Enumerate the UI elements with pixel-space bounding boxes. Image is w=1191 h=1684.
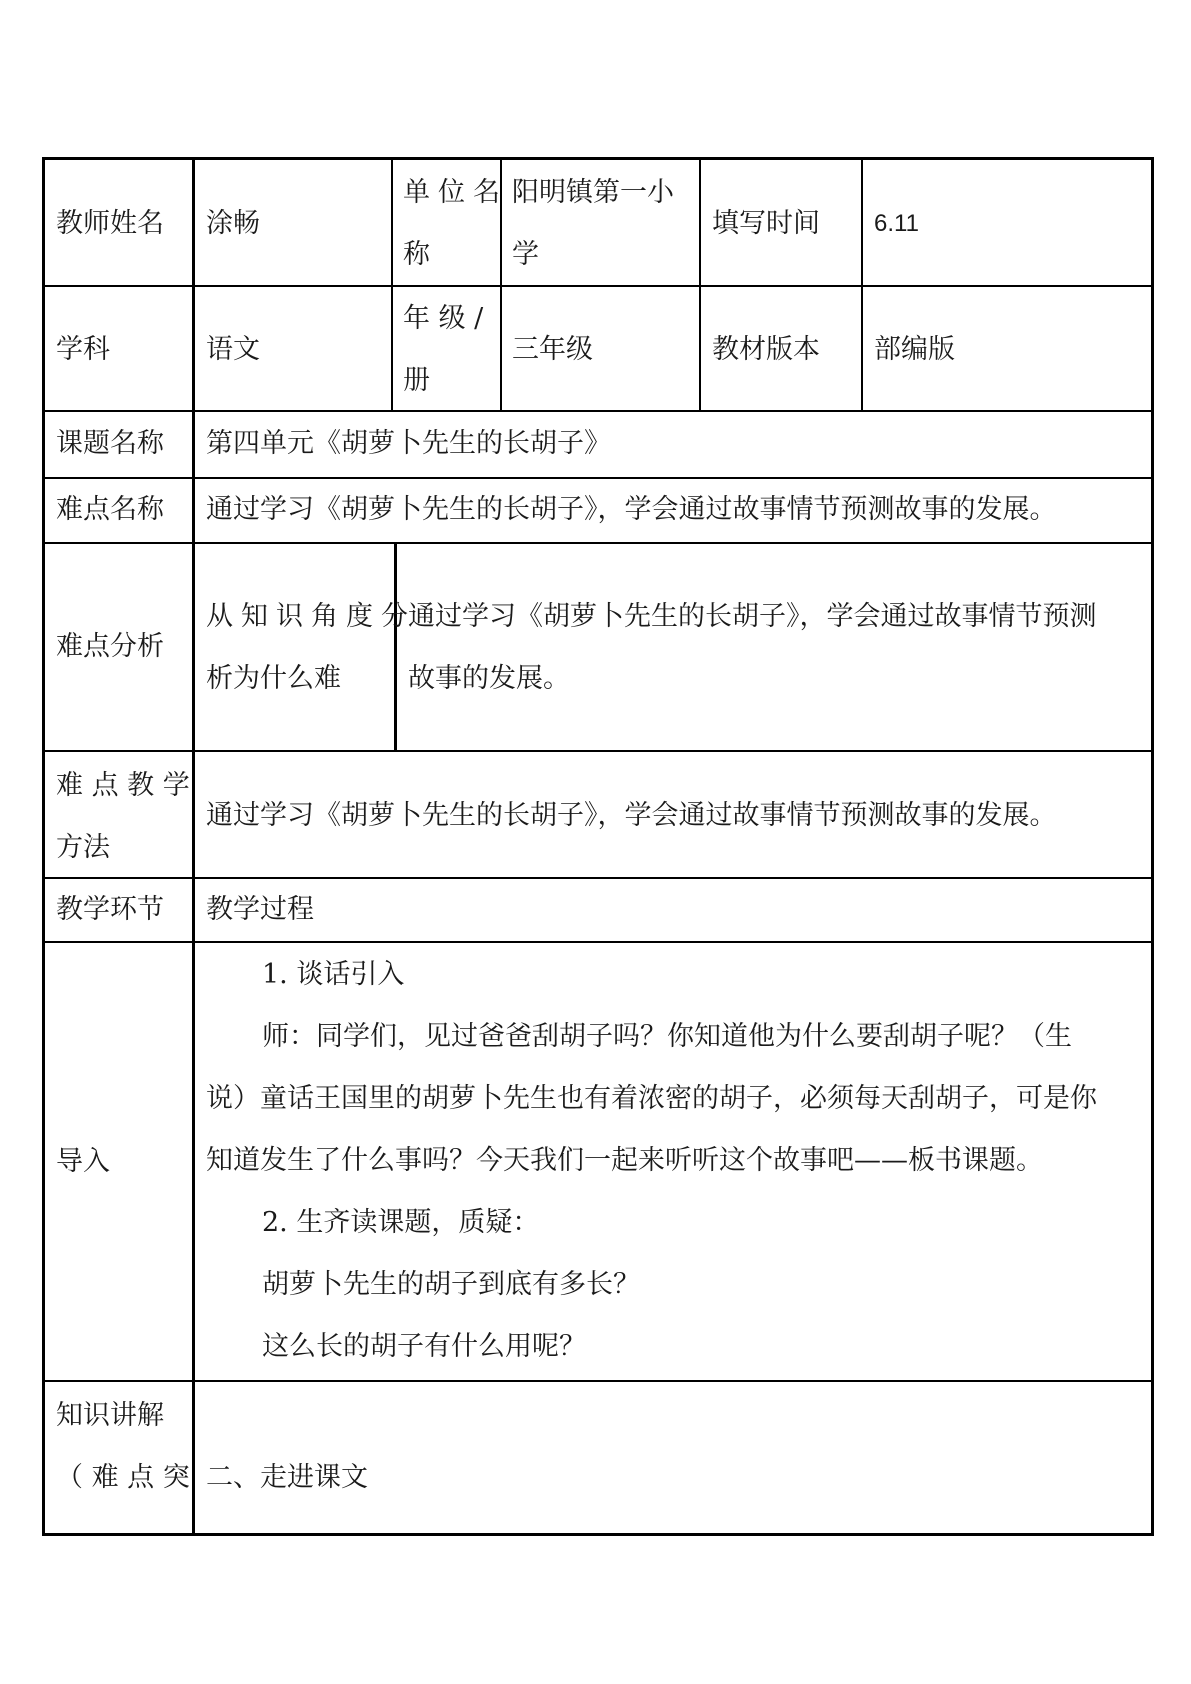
difficulty-name-value: 通过学习《胡萝卜先生的长胡子》，学会通过故事情节预测故事的发展。 (206, 494, 1057, 525)
intro-line: 说）童话王国里的胡萝卜先生也有着浓密的胡子，必须每天刮胡子，可是你 (206, 1083, 1097, 1114)
topic-value: 第四单元《胡萝卜先生的长胡子》 (206, 428, 611, 459)
knowledge-angle-label-line2: 析为什么难 (206, 663, 341, 694)
topic-label: 课题名称 (56, 428, 164, 459)
knowledge-explain-label-line1: 知识讲解 (56, 1400, 164, 1431)
unit-name-label-line1: 单位名 (403, 177, 508, 208)
intro-label: 导入 (56, 1146, 110, 1177)
table-rule (42, 157, 45, 1536)
subject-value: 语文 (206, 334, 260, 365)
section-heading: 二、走进课文 (206, 1462, 368, 1493)
fill-time-label: 填写时间 (712, 208, 820, 239)
table-rule (42, 157, 1154, 160)
edition-value: 部编版 (874, 334, 955, 365)
table-rule (42, 285, 1154, 287)
table-rule (861, 157, 863, 412)
subject-label: 学科 (56, 334, 110, 365)
grade-value: 三年级 (512, 334, 593, 365)
grade-label-line1: 年 级 / (403, 303, 484, 334)
knowledge-angle-label-line1: 从知识角度分 (206, 601, 416, 632)
table-rule (42, 1380, 1154, 1382)
table-rule (42, 941, 1154, 943)
table-rule (42, 542, 1154, 544)
table-rule (42, 750, 1154, 752)
edition-label: 教材版本 (712, 334, 820, 365)
difficulty-name-label: 难点名称 (56, 494, 164, 525)
table-rule (42, 410, 1154, 412)
table-rule (699, 157, 701, 412)
unit-name-label-line2: 称 (403, 239, 430, 270)
teacher-name-label: 教师姓名 (56, 208, 164, 239)
intro-line: 2. 生齐读课题，质疑： (262, 1207, 540, 1238)
intro-line: 胡萝卜先生的胡子到底有多长？ (262, 1269, 640, 1300)
table-rule (391, 157, 393, 412)
difficulty-analysis-value-line2: 故事的发展。 (408, 663, 570, 694)
difficulty-analysis-label: 难点分析 (56, 631, 164, 662)
intro-line: 知道发生了什么事吗？今天我们一起来听听这个故事吧——板书课题。 (206, 1145, 1043, 1176)
intro-line: 师：同学们，见过爸爸刮胡子吗？你知道他为什么要刮胡子呢？（生 (262, 1021, 1072, 1052)
teacher-name-value: 涂畅 (206, 208, 260, 239)
table-rule (42, 1533, 1154, 1536)
table-rule (1151, 157, 1154, 1536)
difficulty-analysis-value-line1: 通过学习《胡萝卜先生的长胡子》，学会通过故事情节预测 (408, 601, 1097, 632)
intro-line: 这么长的胡子有什么用呢？ (262, 1331, 586, 1362)
teaching-method-label-line2: 方法 (56, 832, 110, 863)
teaching-method-label-line1: 难 点 教 学 (56, 770, 190, 801)
teaching-method-value: 通过学习《胡萝卜先生的长胡子》，学会通过故事情节预测故事的发展。 (206, 800, 1057, 831)
teaching-stage-label: 教学环节 (56, 894, 164, 925)
unit-name-value-line1: 阳明镇第一小 (512, 177, 674, 208)
teaching-process-label: 教学过程 (206, 894, 314, 925)
intro-line: 1. 谈话引入 (262, 959, 405, 990)
knowledge-explain-label-line2: （ 难 点 突 (56, 1462, 190, 1493)
fill-time-value: 6.11 (874, 210, 919, 237)
grade-label-line2: 册 (403, 365, 430, 396)
table-rule (192, 157, 195, 1536)
unit-name-value-line2: 学 (512, 239, 539, 270)
